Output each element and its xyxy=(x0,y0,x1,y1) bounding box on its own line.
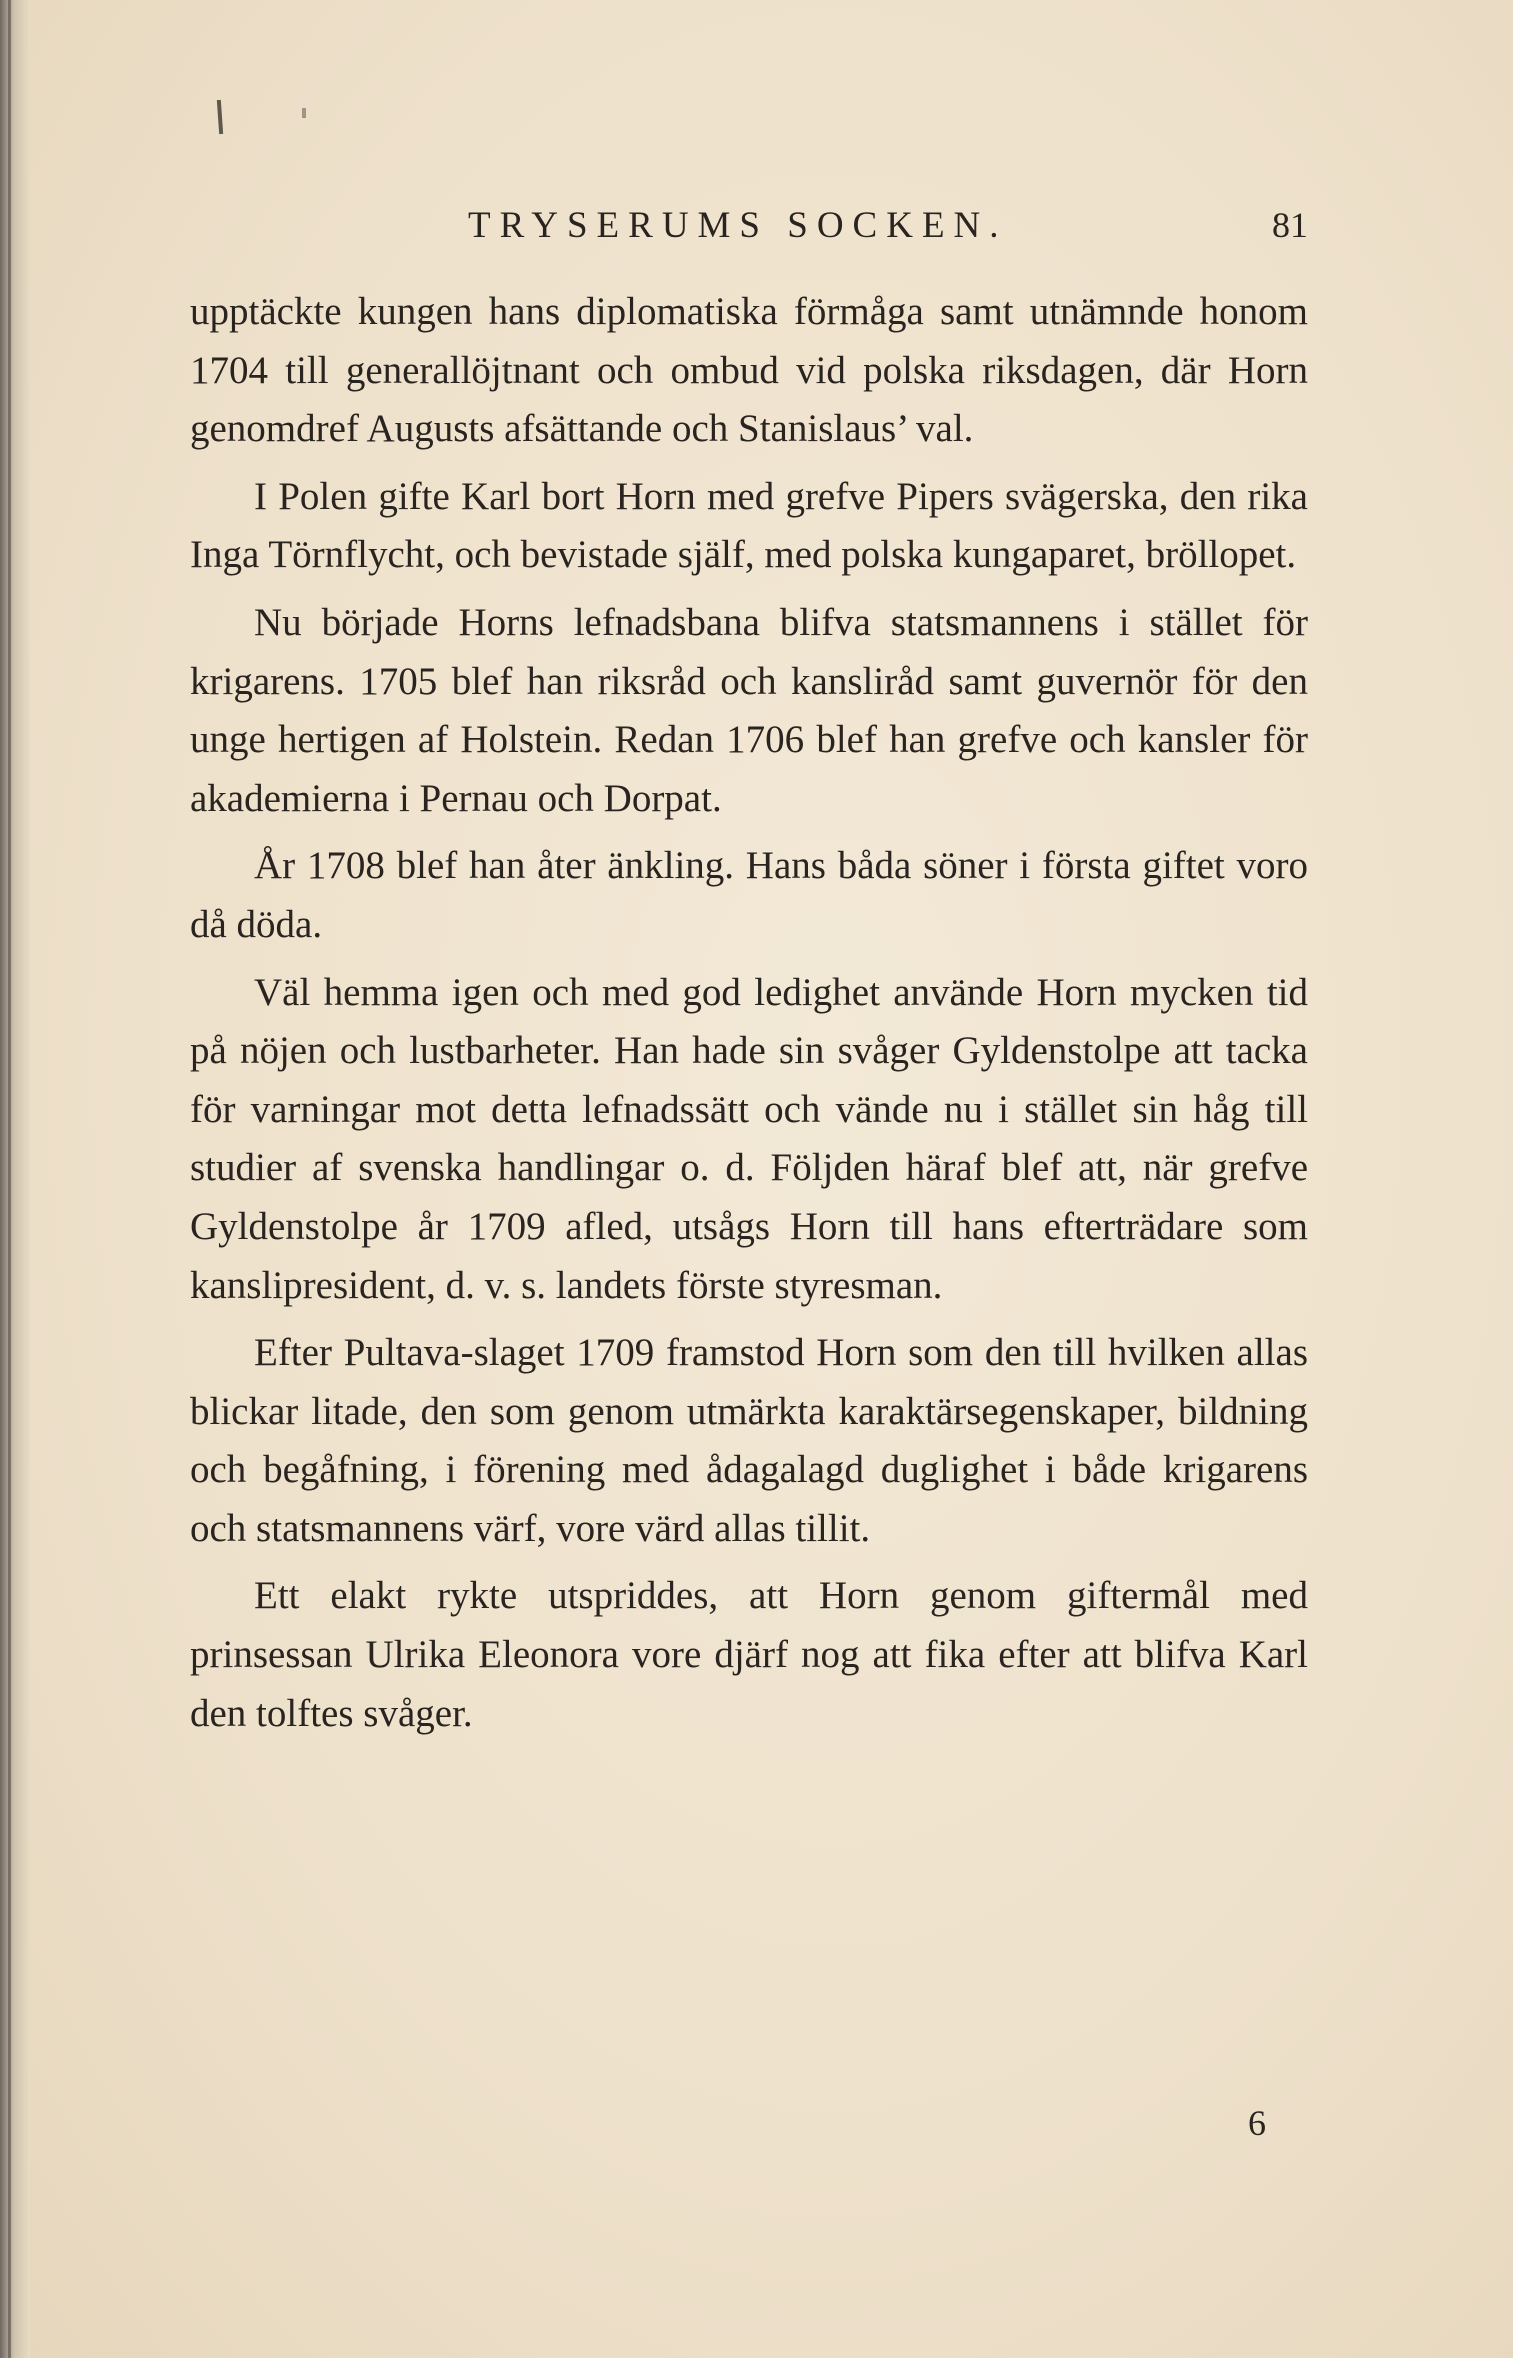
paragraph-6: Efter Pultava-slaget 1709 framstod Horn som den till hvilken allas blickar litade, den som genom utmärkta karaktärsegenskaper, bildning och begåfning, i förening med ådagalagd duglighet i både krigarens och statsmannens värf, vore värd allas tillit. xyxy=(190,1331,1308,1550)
paragraph-3: Nu började Horns lefnadsbana blifva statsmannens i stället för krigarens. 1705 blef han riksråd och kansliråd samt guvernör för den unge hertigen af Holstein. Redan 1706 blef han grefve och kansler för akademierna i Pernau och Dorpat. xyxy=(190,600,1308,820)
binding-edge xyxy=(0,0,30,2358)
signature-mark: 6 xyxy=(1248,2103,1266,2143)
running-title: TRYSERUMS SOCKEN. xyxy=(468,205,1008,246)
paragraph-4: År 1708 blef han åter änkling. Hans båda söner i första giftet voro då döda. xyxy=(190,844,1308,946)
paragraph-7: Ett elakt rykte utspriddes, att Horn genom giftermål med prinsessan Ulrika Eleonora vore djärf nog att fika efter att blifva Karl den tolftes svåger. xyxy=(190,1574,1308,1735)
page-number: 81 xyxy=(1272,205,1308,245)
binding-shadow-line xyxy=(8,0,11,2358)
body-text xyxy=(190,283,1308,1752)
paragraph-2: I Polen gifte Karl bort Horn med grefve Pipers svägerska, den rika Inga Törnflycht, och bevistade själf, med polska kungaparet, bröllopet. xyxy=(190,474,1308,577)
ink-mark xyxy=(217,100,223,134)
paragraph-5: Väl hemma igen och med god ledighet använde Horn mycken tid på nöjen och lustbarheter. Han hade sin svåger Gyldenstolpe att tacka för varningar mot detta lefnadssätt och vände nu i stället sin håg till studier af svenska handlingar o. d. Följden häraf blef att, när grefve Gyldenstolpe år 1709 afled, utsågs Horn till hans efterträdare som kanslipresident, d. v. s. landets förste styresman. xyxy=(190,970,1308,1307)
running-head xyxy=(190,204,1308,254)
ink-speck xyxy=(302,108,306,118)
paragraph-1: upptäckte kungen hans diplomatiska förmåga samt utnämnde honom 1704 till generallöjtnant och ombud vid polska riksdagen, där Horn genomdref Augusts afsättande och Stanislaus’ val. xyxy=(190,290,1308,451)
